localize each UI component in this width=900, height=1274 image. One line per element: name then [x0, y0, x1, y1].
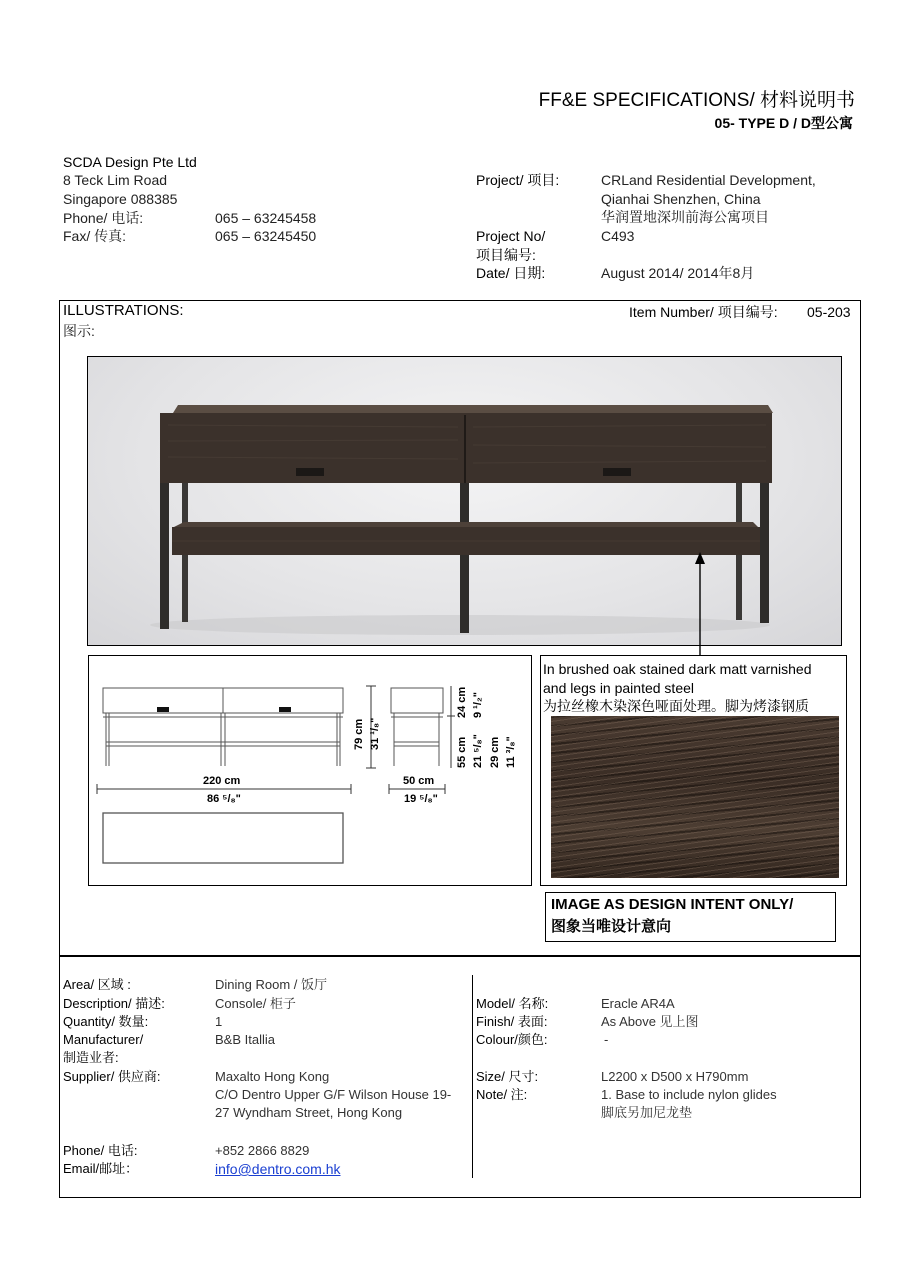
dim-leg-in: 11 ³/₈": [505, 736, 517, 768]
company-phone-label: Phone/ 电话:: [63, 210, 144, 226]
model-value: Eracle AR4A: [601, 996, 675, 1011]
dim-depth-in: 19 ⁵/₈": [404, 793, 438, 805]
finish-note-line: In brushed oak stained dark matt varnished: [543, 661, 812, 677]
item-number-value: 05-203: [807, 304, 851, 320]
size-value: L2200 x D500 x H790mm: [601, 1069, 749, 1084]
company-fax-label: Fax/ 传真:: [63, 228, 127, 244]
project-no-label: Project No/: [476, 228, 546, 244]
dim-top-cm: 24 cm: [456, 686, 468, 718]
note-label: Note/ 注:: [476, 1087, 528, 1102]
console-photo-illustration: [88, 357, 841, 645]
document-subtitle: 05- TYPE D / D型公寓: [714, 115, 853, 131]
manufacturer-label: Manufacturer/: [63, 1032, 144, 1047]
product-photo: [87, 356, 842, 646]
supplier-email-label: Email/邮址：: [63, 1161, 139, 1176]
description-label: Description/ 描述:: [63, 996, 165, 1011]
dim-length-cm: 220 cm: [203, 775, 241, 787]
area-label: Area/ 区域 :: [63, 977, 131, 992]
supplier-line: 27 Wyndham Street, Hong Kong: [215, 1105, 403, 1120]
manufacturer-label-cn: 制造业者:: [63, 1050, 119, 1065]
finish-note-line: and legs in painted steel: [543, 680, 694, 696]
project-label: Project/ 项目:: [476, 172, 560, 188]
quantity-value: 1: [215, 1014, 223, 1029]
colour-value: -: [604, 1032, 609, 1047]
project-line: Qianhai Shenzhen, China: [601, 191, 761, 207]
dim-length-in: 86 ⁵/₈": [207, 793, 241, 805]
company-fax-value: 065 – 63245450: [215, 228, 317, 244]
date-value: August 2014/ 2014年8月: [601, 265, 755, 281]
supplier-line: Maxalto Hong Kong: [215, 1069, 330, 1084]
project-line: CRLand Residential Development,: [601, 172, 816, 188]
design-intent-line: 图象当唯设计意向: [551, 918, 672, 935]
wood-finish-swatch: [551, 716, 839, 878]
dim-shelf-cm: 55 cm: [456, 736, 468, 768]
document-title: FF&E SPECIFICATIONS/ 材料说明书: [538, 90, 855, 111]
model-label: Model/ 名称:: [476, 996, 549, 1011]
area-value: Dining Room / 饭厅: [215, 977, 327, 992]
project-no-label-cn: 项目编号:: [476, 247, 536, 263]
dim-height-cm: 79 cm: [353, 718, 365, 750]
illustrations-label: ILLUSTRATIONS:: [63, 302, 184, 319]
dim-shelf-in: 21 ⁵/₈": [472, 734, 484, 768]
dim-depth-cm: 50 cm: [403, 775, 435, 787]
supplier-email-link[interactable]: info@dentro.com.hk: [215, 1161, 341, 1177]
date-label: Date/ 日期:: [476, 265, 546, 281]
company-address-line: 8 Teck Lim Road: [63, 172, 168, 188]
leader-arrow: [690, 552, 710, 662]
supplier-line: C/O Dentro Upper G/F Wilson House 19-: [215, 1087, 452, 1102]
supplier-label: Supplier/ 供应商:: [63, 1069, 161, 1084]
quantity-label: Quantity/ 数量:: [63, 1014, 149, 1029]
note-line: 1. Base to include nylon glides: [601, 1087, 777, 1102]
manufacturer-value: B&B Itallia: [215, 1032, 275, 1047]
project-line: 华润置地深圳前海公寓项目: [601, 209, 769, 225]
finish-label: Finish/ 表面:: [476, 1014, 548, 1029]
dim-leg-cm: 29 cm: [489, 736, 501, 768]
colour-label: Colour/颜色:: [476, 1032, 548, 1047]
description-value: Console/ 柜子: [215, 996, 296, 1011]
details-divider: [472, 975, 473, 1178]
company-address-line: Singapore 088385: [63, 191, 178, 207]
supplier-phone-value: +852 2866 8829: [215, 1143, 310, 1158]
illustrations-label-cn: 图示:: [63, 323, 95, 339]
note-line: 脚底另加尼龙垫: [601, 1105, 693, 1120]
project-no-value: C493: [601, 228, 635, 244]
dim-height-in: 31 ¹/₈": [369, 717, 381, 750]
finish-value: As Above 见上图: [601, 1014, 699, 1029]
supplier-phone-label: Phone/ 电话:: [63, 1143, 138, 1158]
size-label: Size/ 尺寸:: [476, 1069, 539, 1084]
company-phone-value: 065 – 63245458: [215, 210, 317, 226]
design-intent-line: IMAGE AS DESIGN INTENT ONLY/: [551, 896, 794, 913]
dim-top-in: 9 ¹/₂": [472, 692, 484, 718]
item-number-label: Item Number/ 项目编号:: [629, 304, 778, 320]
finish-note-line: 为拉丝橡木染深色哑面处理。脚为烤漆钢质: [543, 698, 809, 714]
company-name: SCDA Design Pte Ltd: [63, 154, 197, 170]
technical-drawing: [88, 655, 532, 886]
